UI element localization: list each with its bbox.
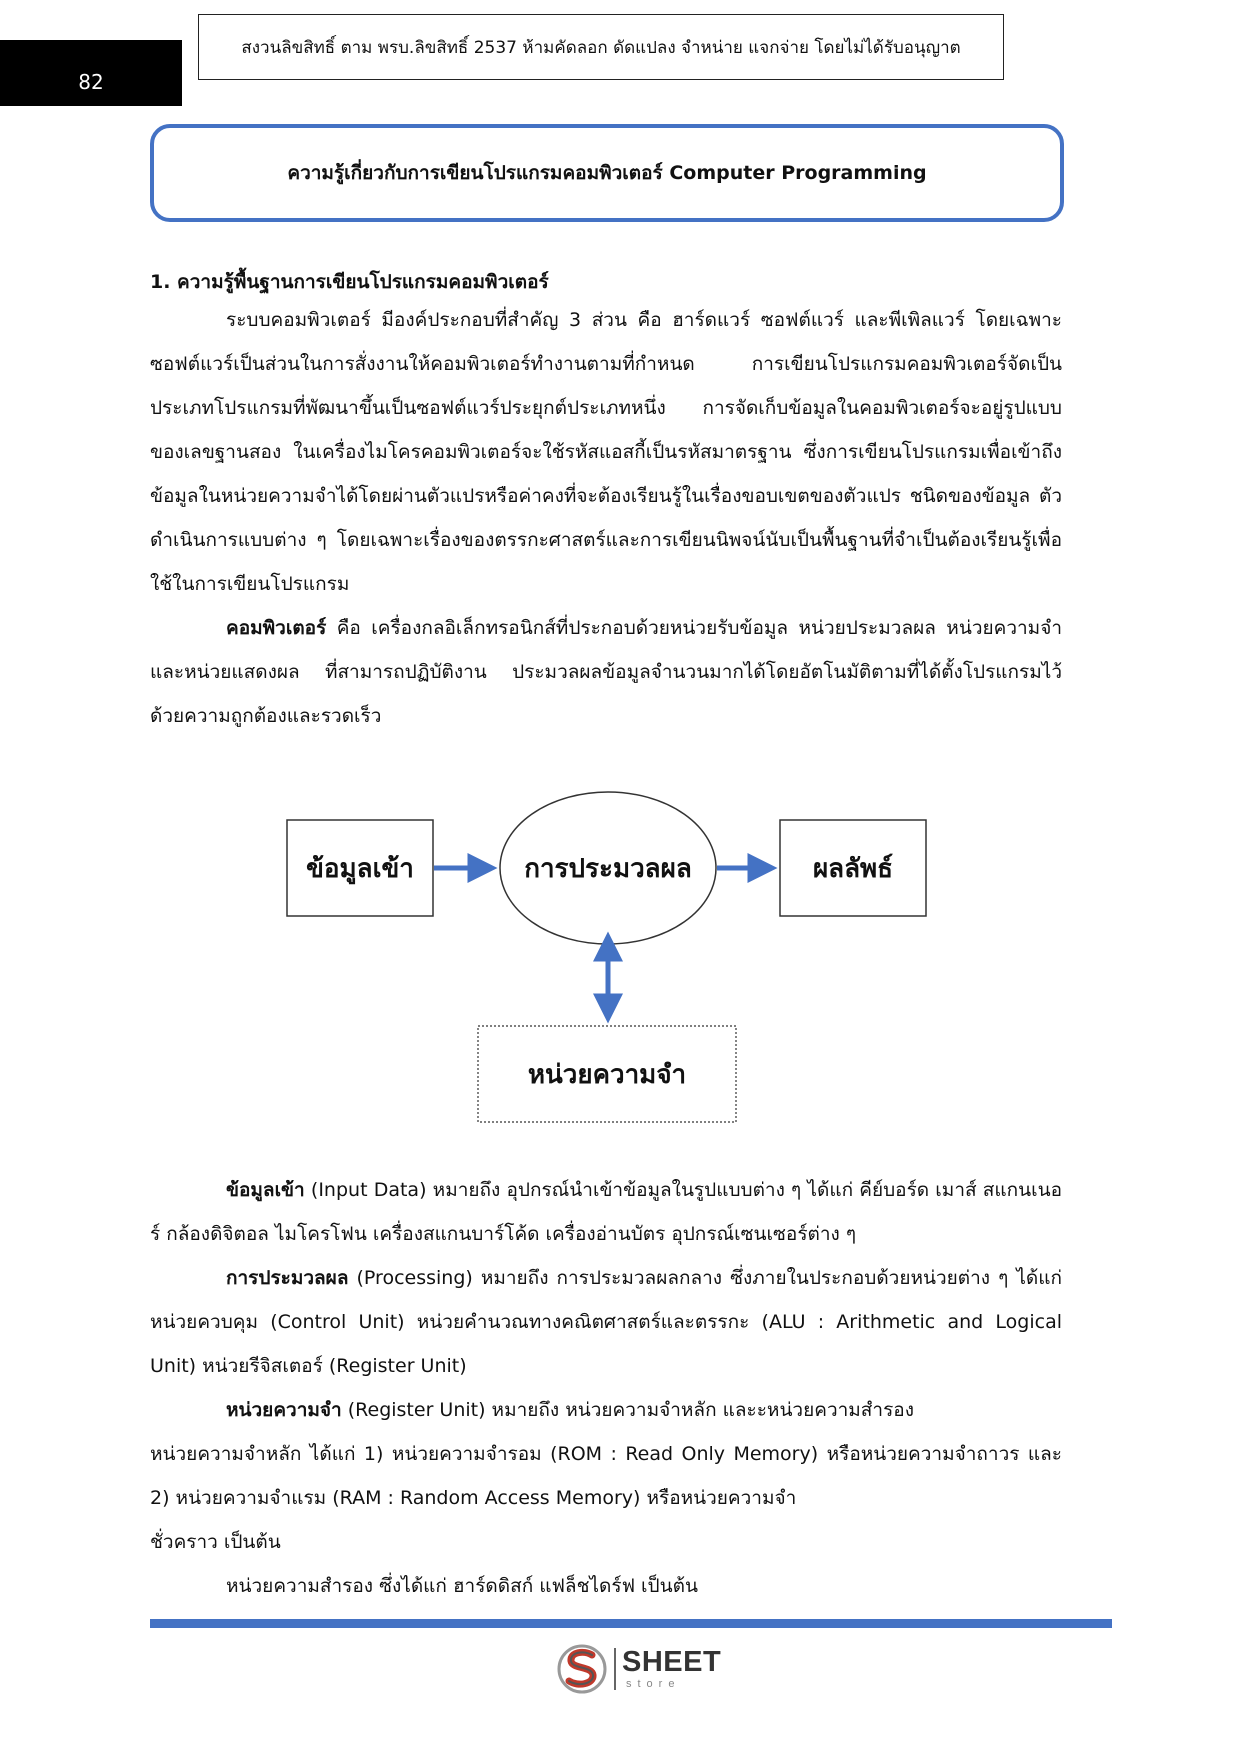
input-label: ข้อมูลเข้า — [306, 853, 414, 884]
text-memory: (Register Unit) หมายถึง หน่วยความจำหลัก และะหน่วยความสำรอง — [341, 1399, 914, 1421]
definition-memory — [150, 1388, 1062, 1432]
page-number: 82 — [0, 40, 182, 106]
memory-secondary-line: หน่วยความสำรอง ซึ่งได้แก่ ฮาร์ดดิสก์ แฟล็ชไดร์ฟ เป็นต้น — [226, 1575, 698, 1597]
logo-separator — [614, 1648, 616, 1690]
copyright-notice: สงวนลิขสิทธิ์ ตาม พรบ.ลิขสิทธิ์ 2537 ห้ามคัดลอก ดัดแปลง จำหน่าย แจกจ่าย โดยไม่ได้รับอนุญาต — [198, 14, 1004, 80]
term-computer: คอมพิวเตอร์ — [226, 617, 327, 639]
term-memory: หน่วยความจำ — [226, 1399, 342, 1421]
definition-process — [150, 1256, 1062, 1388]
process-label: การประมวลผล — [524, 853, 692, 884]
paragraph-system: ระบบคอมพิวเตอร์ มีองค์ประกอบที่สำคัญ 3 ส่วน คือ ฮาร์ดแวร์ ซอฟต์แวร์ และพีเพิลแวร์ โดยเฉพาะซอฟต์แวร์เป็นส่วนในการสั่งงานให้คอมพิวเตอร์ทำงานตามที่กำหนด การเขียนโปรแกรมคอมพิวเตอร์จัดเป็นประเภทโปรแกรมที่พัฒนาขึ้นเป็นซอฟต์แวร์ประยุกต์ประเภทหนึ่ง การจัดเก็บข้อมูลในคอมพิวเตอร์จะอยู่รูปแบบของเลขฐานสอง ในเครื่องไมโครคอมพิวเตอร์จะใช้รหัสแอสกี้เป็นรหัสมาตรฐาน ซึ่งการเขียนโปรแกรมเพื่อเข้าถึงข้อมูลในหน่วยความจำได้โดยผ่านตัวแปรหรือค่าคงที่จะต้องเรียนรู้ในเรื่องขอบเขตของตัวแปร ชนิดของข้อมูล ตัวดำเนินการแบบต่าง ๆ โดยเฉพาะเรื่องของตรรกะศาสตร์และการเขียนนิพจน์นับเป็นพื้นฐานที่จำเป็นต้องเรียนรู้เพื่อใช้ในการเขียนโปรแกรม — [150, 309, 1062, 595]
logo-wordmark: SHEET — [622, 1646, 722, 1678]
memory-temp-line: ชั่วคราว เป็นต้น — [150, 1531, 281, 1553]
memory-label: หน่วยความจำ — [527, 1059, 687, 1090]
output-label: ผลลัพธ์ — [812, 853, 894, 884]
section-basics — [150, 266, 1062, 738]
section-heading: 1. ความรู้พื้นฐานการเขียนโปรแกรมคอมพิวเตอร์ — [150, 271, 549, 293]
definitions-section — [150, 1168, 1062, 1608]
sheet-store-logo — [556, 1642, 736, 1696]
paragraph-computer — [150, 606, 1062, 738]
definition-computer: คือ เครื่องกลอิเล็กทรอนิกส์ที่ประกอบด้วยหน่วยรับข้อมูล หน่วยประมวลผล หน่วยความจำและหน่วยแสดงผล ที่สามารถปฏิบัติงาน ประมวลผลข้อมูลจำนวนมากได้โดยอัตโนมัติตามที่ได้ตั้งโปรแกรมไว้ ด้วยความถูกต้องและรวดเร็ว — [150, 617, 1062, 727]
memory-main-line: หน่วยความจำหลัก ได้แก่ 1) หน่วยความจำรอม (ROM : Read Only Memory) หรือหน่วยความจำถาวร และ 2) หน่วยความจำแรม (RAM : Random Access Memory) หรือหน่วยความจำ — [150, 1443, 1062, 1509]
logo-s-icon — [556, 1642, 610, 1696]
page-title: ความรู้เกี่ยวกับการเขียนโปรแกรมคอมพิวเตอร์ Computer Programming — [150, 124, 1064, 222]
text-input: (Input Data) หมายถึง อุปกรณ์นำเข้าข้อมูลในรูปแบบต่าง ๆ ได้แก่ คีย์บอร์ด เมาส์ สแกนเนอร์ กล้องดิจิตอล ไมโครโฟน เครื่องสแกนบาร์โค้ด เครื่องอ่านบัตร อุปกรณ์เซนเซอร์ต่าง ๆ — [150, 1179, 1062, 1245]
footer-divider — [150, 1619, 1112, 1628]
term-process: การประมวลผล — [226, 1267, 349, 1289]
text-process: (Processing) หมายถึง การประมวลผลกลาง ซึ่งภายในประกอบด้วยหน่วยต่าง ๆ ได้แก่ หน่วยควบคุม (Control Unit) หน่วยคำนวณทางคณิตศาสตร์และตรรกะ (ALU : Arithmetic and Logical Unit) หน่วยรีจิสเตอร์ (Register Unit) — [150, 1267, 1062, 1377]
definition-input — [150, 1168, 1062, 1256]
computer-system-diagram — [286, 790, 930, 1130]
logo-subtext: store — [626, 1678, 681, 1690]
term-input: ข้อมูลเข้า — [226, 1179, 305, 1201]
